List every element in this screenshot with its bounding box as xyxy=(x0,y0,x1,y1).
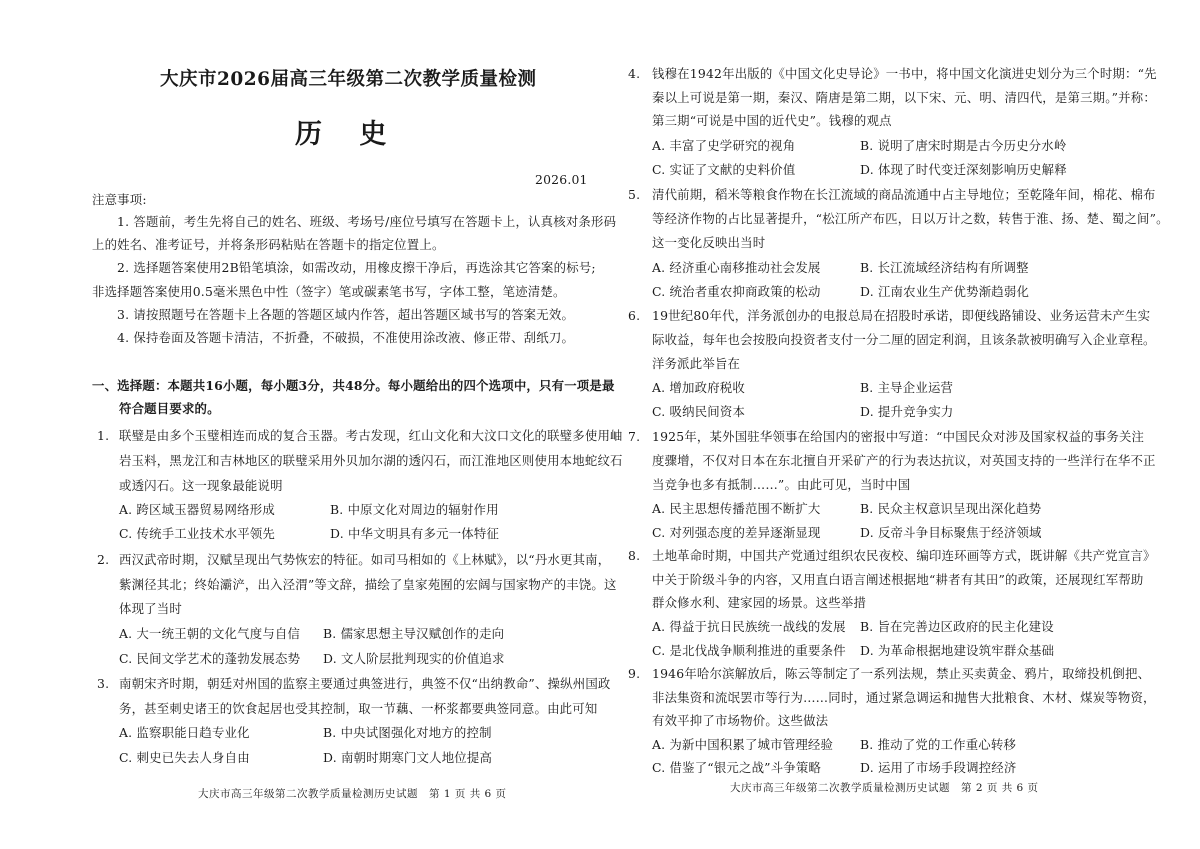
option-d: D. 反帝斗争目标聚焦于经济领域 xyxy=(860,525,1042,540)
option-b: B. 中央试图强化对地方的控制 xyxy=(323,725,492,740)
question-text: 洋务派此举旨在 xyxy=(652,356,741,371)
question-text: 际收益，每年也会按股向投资者支付一分二厘的固定利润，且该条款被明确写入企业章程。 xyxy=(652,332,1156,347)
option-b: B. 民众主权意识呈现出深化趋势 xyxy=(860,501,1042,516)
question-text: 联璧是由多个玉璧相连而成的复合玉器。考古发现，红山文化和大汶口文化的联璧多使用岫 xyxy=(119,428,623,443)
question-text: 南朝宋齐时期，朝廷对州国的监察主要通过典签进行，典签不仅“出纳教命”、操纵州国政 xyxy=(119,676,611,691)
option-c: C. 统治者重农抑商政策的松动 xyxy=(652,284,821,299)
option-d: D. 提升竞争实力 xyxy=(860,404,954,419)
option-c: C. 民间文学艺术的蓬勃发展态势 xyxy=(119,651,301,666)
option-b: B. 中原文化对周边的辐射作用 xyxy=(330,502,499,517)
page-2 xyxy=(610,0,1200,849)
question-text: 紫渊径其北；终始灞浐，出入泾渭”等文辞，描绘了皇家苑囿的宏阔与国家物产的丰饶。这 xyxy=(119,577,617,592)
question-number: 7. xyxy=(628,429,641,444)
option-c: C. 对列强态度的差异逐渐显现 xyxy=(652,525,821,540)
notice-line: 1. 答题前，考生先将自己的姓名、班级、考场号/座位号填写在答题卡上，认真核对条形码 xyxy=(117,214,617,229)
option-b: B. 儒家思想主导汉赋创作的走向 xyxy=(323,626,505,641)
question-text: 或透闪石。这一现象最能说明 xyxy=(119,478,283,493)
section-heading-cont: 符合题目要求的。 xyxy=(119,401,220,416)
option-d: D. 南朝时期寒门文人地位提高 xyxy=(323,750,493,765)
question-number: 5. xyxy=(628,187,641,202)
page-footer: 大庆市高三年级第二次教学质量检测历史试题 第 2 页 共 6 页 xyxy=(730,782,1039,794)
option-d: D. 中华文明具有多元一体特征 xyxy=(330,526,500,541)
option-a: A. 跨区域玉器贸易网络形成 xyxy=(119,502,275,517)
option-a: A. 监察职能日趋专业化 xyxy=(119,725,250,740)
option-d: D. 为革命根据地建设筑牢群众基础 xyxy=(860,643,1055,658)
question-text: 等经济作物的占比显著提升，“松江所产布匹，日以万计之数，转售于淮、扬、楚、蜀之间”。 xyxy=(652,211,1169,226)
question-number: 3. xyxy=(97,676,110,691)
question-number: 1. xyxy=(97,428,110,443)
option-a: A. 经济重心南移推动社会发展 xyxy=(652,260,821,275)
question-text: 务，甚至刺史诸王的饮食起居也受其控制，取一节藕、一杯浆都要典签同意。由此可知 xyxy=(119,701,598,716)
option-b: B. 推动了党的工作重心转移 xyxy=(860,737,1017,752)
option-c: C. 实证了文献的史料价值 xyxy=(652,162,796,177)
option-a: A. 丰富了史学研究的视角 xyxy=(652,138,796,153)
option-a: A. 为新中国积累了城市管理经验 xyxy=(652,737,834,752)
option-d: D. 运用了市场手段调控经济 xyxy=(860,760,1017,775)
option-c: C. 借鉴了“银元之战”斗争策略 xyxy=(652,760,822,775)
question-number: 2. xyxy=(97,552,110,567)
exam-title: 大庆市2026届高三年级第二次教学质量检测 xyxy=(160,69,537,90)
option-b: B. 主导企业运营 xyxy=(860,380,954,395)
option-a: A. 大一统王朝的文化气度与自信 xyxy=(119,626,301,641)
notice-line: 2. 选择题答案使用2B铅笔填涂，如需改动，用橡皮擦干净后，再选涂其它答案的标号; xyxy=(117,260,596,275)
option-b: B. 说明了唐宋时期是古今历史分水岭 xyxy=(860,138,1067,153)
option-a: A. 得益于抗日民族统一战线的发展 xyxy=(652,619,846,634)
option-d: D. 江南农业生产优势渐趋弱化 xyxy=(860,284,1030,299)
question-number: 8. xyxy=(628,548,641,563)
option-b: B. 旨在完善边区政府的民主化建设 xyxy=(860,619,1054,634)
question-text: 第三期“可说是中国的近代史”。钱穆的观点 xyxy=(652,113,892,128)
notice-line: 非选择题答案使用0.5毫米黑色中性（签字）笔或碳素笔书写，字体工整，笔迹清楚。 xyxy=(92,284,566,299)
section-heading: 一、选择题：本题共16小题，每小题3分，共48分。每小题给出的四个选项中，只有一项是最 xyxy=(92,378,615,393)
question-text: 1946年哈尔滨解放后，陈云等制定了一系列法规，禁止买卖黄金、鸦片，取缔投机倒把、 xyxy=(652,666,1151,681)
option-a: A. 增加政府税收 xyxy=(652,380,745,395)
question-text: 度骤增，不仅对日本在东北擅自开采矿产的行为表达抗议，对英国支持的一些洋行在华不正 xyxy=(652,453,1156,468)
question-text: 有效平抑了市场物价。这些做法 xyxy=(652,713,829,728)
question-text: 体现了当时 xyxy=(119,601,182,616)
question-text: 土地革命时期，中国共产党通过组织农民夜校、编印连环画等方式，既讲解《共产党宣言》 xyxy=(652,548,1156,563)
question-text: 19世纪80年代，洋务派创办的电报总局在招股时承诺，即便线路铺设、业务运营未产生实 xyxy=(652,308,1151,323)
page-footer: 大庆市高三年级第二次教学质量检测历史试题 第 1 页 共 6 页 xyxy=(198,788,507,800)
option-d: D. 体现了时代变迁深刻影响历史解释 xyxy=(860,162,1067,177)
notice-line: 4. 保持卷面及答题卡清洁，不折叠，不破损，不准使用涂改液、修正带、刮纸刀。 xyxy=(117,330,575,345)
option-d: D. 文人阶层批判现实的价值追求 xyxy=(323,651,505,666)
question-text: 群众修水利、建家园的场景。这些举措 xyxy=(652,595,867,610)
question-text: 这一变化反映出当时 xyxy=(652,235,766,250)
option-c: C. 传统手工业技术水平领先 xyxy=(119,526,276,541)
notice-heading: 注意事项: xyxy=(92,192,147,207)
question-text: 中关于阶级斗争的内容，又用直白语言阐述根据地“耕者有其田”的政策，还展现红军帮助 xyxy=(652,572,1144,587)
question-text: 秦以上可说是第一期，秦汉、隋唐是第二期，以下宋、元、明、清四代，是第三期。”并称： xyxy=(652,90,1156,105)
question-text: 西汉武帝时期，汉赋呈现出气势恢宏的特征。如司马相如的《上林赋》，以“丹水更其南， xyxy=(119,552,611,567)
question-text: 当竞争也多有抵制……”。由此可见，当时中国 xyxy=(652,477,911,492)
option-c: C. 刺史已失去人身自由 xyxy=(119,750,250,765)
question-text: 1925年，某外国驻华领事在给国内的密报中写道：“中国民众对涉及国家权益的事务关注 xyxy=(652,429,1145,444)
question-number: 9. xyxy=(628,666,641,681)
option-c: C. 是北伐战争顺利推进的重要条件 xyxy=(652,643,846,658)
question-number: 6. xyxy=(628,308,641,323)
exam-date: 2026.01 xyxy=(535,172,588,187)
notice-line: 3. 请按照题号在答题卡上各题的答题区域内作答，超出答题区域书写的答案无效。 xyxy=(117,307,575,322)
option-b: B. 长江流域经济结构有所调整 xyxy=(860,260,1029,275)
notice-line: 上的姓名、准考证号，并将条形码粘贴在答题卡的指定位置上。 xyxy=(92,237,445,252)
question-number: 4. xyxy=(628,66,641,81)
question-text: 非法集资和流氓罢市等行为……同时，通过紧急调运和抛售大批粮食、木材、煤炭等物资， xyxy=(652,690,1156,705)
option-a: A. 民主思想传播范围不断扩大 xyxy=(652,501,821,516)
question-text: 岩玉料，黑龙江和吉林地区的联璧采用外贝加尔湖的透闪石，而江淮地区则使用本地蛇纹石 xyxy=(119,453,623,468)
subject-title: 历 史 xyxy=(295,119,401,150)
option-c: C. 吸纳民间资本 xyxy=(652,404,746,419)
question-text: 清代前期，稻米等粮食作物在长江流域的商品流通中占主导地位；至乾隆年间，棉花、棉布 xyxy=(652,187,1156,202)
question-text: 钱穆在1942年出版的《中国文化史导论》一书中，将中国文化演进史划分为三个时期：“先 xyxy=(652,66,1157,81)
